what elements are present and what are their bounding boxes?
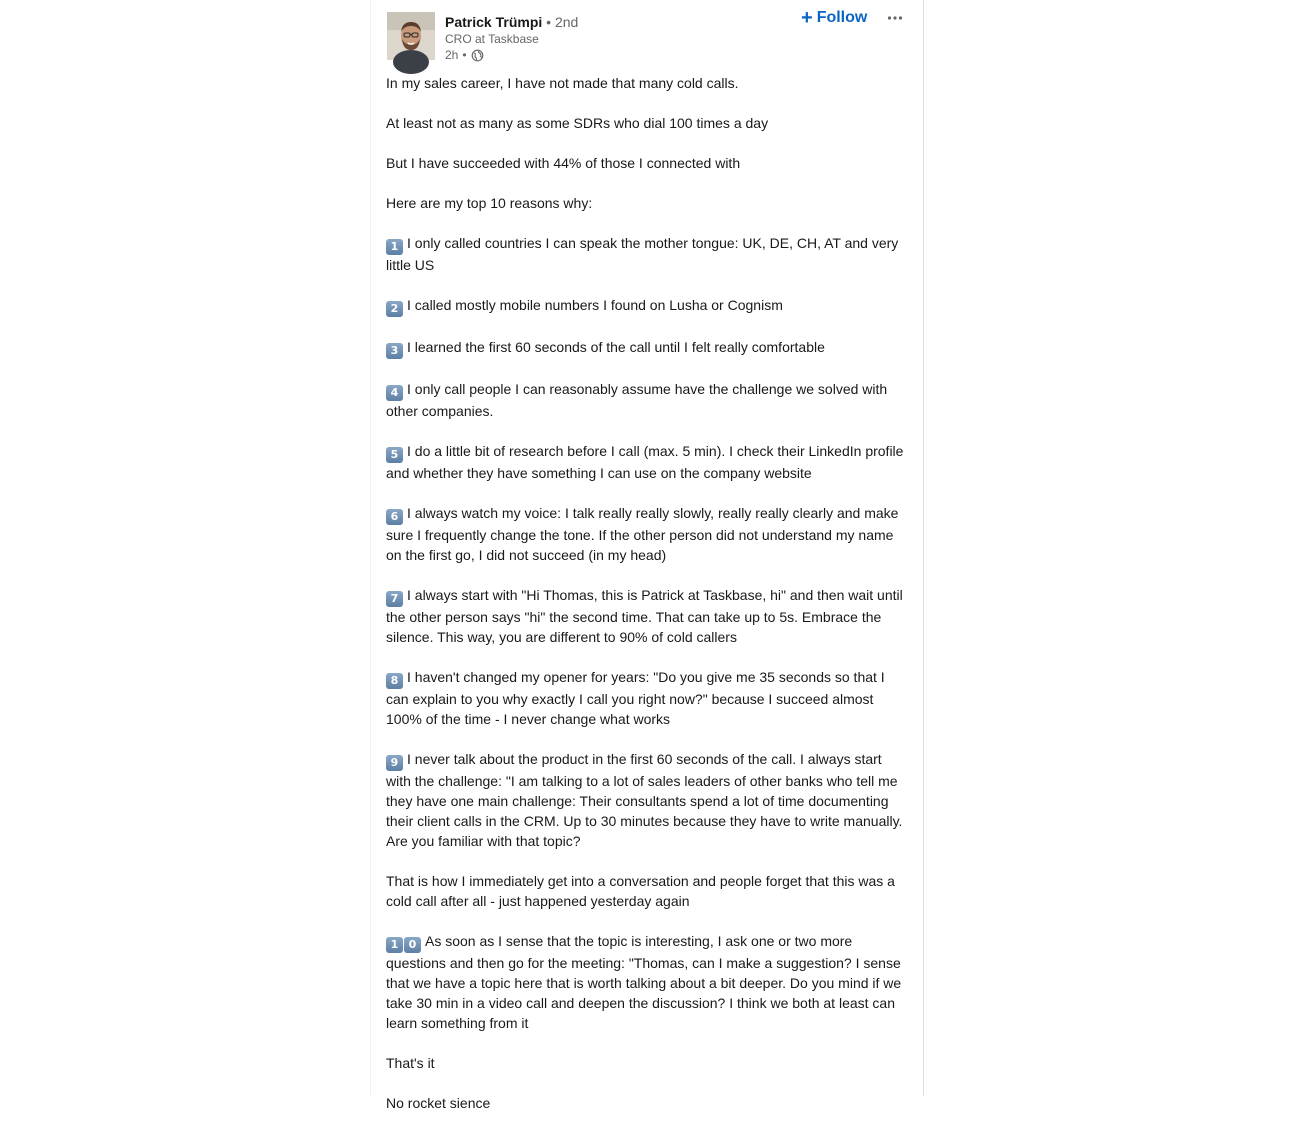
paragraph-text: At least not as many as some SDRs who dial 100 times a day [386,115,769,131]
post-paragraph [386,113,906,133]
keycap-number-icon: 9 [386,755,403,771]
degree-separator: • [546,14,552,30]
post-paragraph [386,1053,906,1073]
post-paragraph [386,749,906,851]
post-paragraph [386,193,906,213]
paragraph-text: No rocket sience [386,1095,491,1111]
keycap-number-icon: 1 [386,239,403,255]
post-paragraph [386,1093,906,1113]
keycap-number-icon: 8 [386,673,403,689]
post-paragraph [386,153,906,173]
post-paragraph [386,73,906,93]
author-headline: CRO at Taskbase [445,32,539,46]
post-paragraph [386,441,906,483]
author-avatar[interactable] [387,12,435,60]
follow-label: Follow [816,9,868,26]
paragraph-text: I called mostly mobile numbers I found on Lusha or Cognism [407,297,783,313]
post-paragraph [386,503,906,565]
paragraph-text: That is how I immediately get into a conversation and people forget that this was a cold call after all - just happened yesterday again [386,873,895,909]
paragraph-text: I learned the first 60 seconds of the call until I felt really comfortable [407,339,825,355]
plus-icon: + [801,7,813,29]
keycap-number-icon: 4 [386,385,403,401]
post-paragraph [386,871,906,911]
post-paragraph [386,667,906,729]
paragraph-text: I always start with "Hi Thomas, this is Patrick at Taskbase, hi" and then wait until the other person says "hi" the second time. That can take up to 5s. Embrace the silence. This way, you are different to 90% of cold callers [386,587,903,645]
paragraph-text: I only call people I can reasonably assume have the challenge we solved with other companies. [386,381,888,419]
post-paragraph [386,337,906,359]
keycap-number-icon: 2 [386,301,403,317]
keycap-number-icon: 6 [386,509,403,525]
paragraph-text: I only called countries I can speak the mother tongue: UK, DE, CH, AT and very little US [386,235,899,273]
paragraph-text: As soon as I sense that the topic is interesting, I ask one or two more questions and then go for the meeting: "Thomas, can I make a suggestion? I sense that we have a topic here that is worth talking about a bit deeper. Do you mind if we take 30 min in a video call and deepen the discussion? I think we both at least can learn something from it [386,933,902,1031]
paragraph-text: I always watch my voice: I talk really really slowly, really really clearly and make sure I frequently change the tone. If the other person did not understand my name on the first go, I did not succeed (in my head) [386,505,899,563]
paragraph-text: That's it [386,1055,435,1071]
post-card [370,0,924,1111]
post-paragraph [386,585,906,647]
paragraph-text: Here are my top 10 reasons why: [386,195,593,211]
globe-icon [471,49,484,62]
post-paragraph [386,931,906,1033]
paragraph-text: I never talk about the product in the first 60 seconds of the call. I always start with the challenge: "I am talking to a lot of sales leaders of other banks who tell me they have one main challenge: Their consultants spend a lot of time documenting their client calls in the CRM. Up to 30 minutes because they have to write manually. Are you familiar with that topic? [386,751,903,849]
avatar-photo [387,12,435,60]
ellipsis-icon [887,15,903,21]
post-paragraph [386,233,906,275]
paragraph-text: I do a little bit of research before I call (max. 5 min). I check their LinkedIn profile and whether they have something I can use on the company website [386,443,904,481]
time-separator: • [462,48,467,62]
follow-button[interactable] [797,6,871,30]
keycap-number-icon: 1 [386,937,403,953]
paragraph-text: But I have succeeded with 44% of those I connected with [386,155,741,171]
more-options-button[interactable] [883,6,907,30]
author-line [445,13,578,31]
connection-degree: 2nd [554,14,579,30]
post-meta [445,47,578,63]
paragraph-text: In my sales career, I have not made that many cold calls. [386,75,739,91]
keycap-number-icon: 5 [386,447,403,463]
post-time: 2h [445,48,459,62]
keycap-number-icon: 0 [404,937,421,953]
keycap-number-icon: 3 [386,343,403,359]
post-paragraph [386,379,906,421]
author-name[interactable]: Patrick Trümpi [445,14,543,30]
post-body [386,73,906,1133]
keycap-number-icon: 7 [386,591,403,607]
post-paragraph [386,295,906,317]
paragraph-text: I haven't changed my opener for years: "Do you give me 35 seconds so that I can explain to you why exactly I call you right now?" because I succeed almost 100% of the time - I never change what works [386,669,885,727]
post-header [445,13,578,63]
